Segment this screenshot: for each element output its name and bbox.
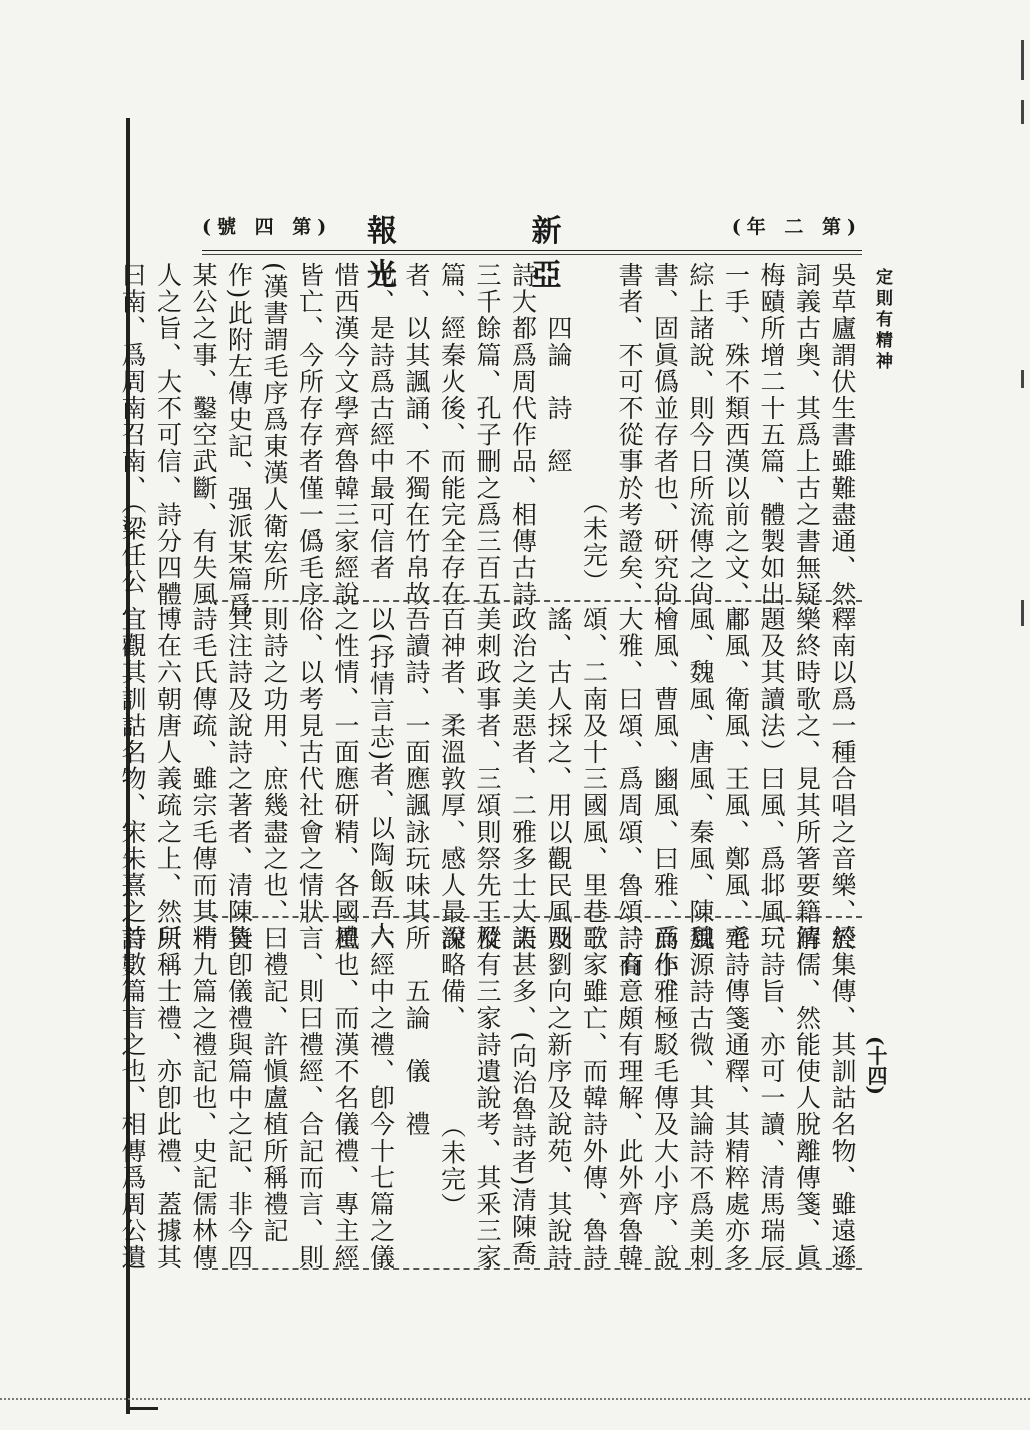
page-edge-marks	[1016, 40, 1024, 1340]
text-column: 樅有三家詩遺說考、其釆三家	[473, 925, 502, 1271]
text-column: 首數篇言之也、相傳爲周公遺	[118, 925, 147, 1271]
text-column: 頌、二南及十三國風、里巷歌	[579, 606, 609, 952]
text-column: 以(抒情言志)者、以陶飯吾人	[366, 606, 396, 948]
text-column: 謠、古人採之、用以觀民風及	[544, 606, 573, 952]
text-column: 篇、經秦火後、而能完全存在	[437, 262, 467, 608]
tier-separator	[202, 1268, 862, 1270]
text-column: 毛詩傳箋通釋、其精粹處亦多	[721, 925, 751, 1271]
text-column: 詩有意頗有理解、此外齊魯韓	[615, 925, 644, 1271]
text-column: 五論 儀 禮	[402, 925, 431, 1138]
text-column: 風、魏風、唐風、秦風、陳風	[686, 606, 715, 952]
text-column: 吳草廬謂伏生書雖難盡通、然	[828, 262, 857, 608]
text-column: 三家雖亡、而韓詩外傳、魯詩	[579, 925, 609, 1271]
text-column: 樂終時歌之、見其所箸要籍解	[792, 606, 822, 952]
text-column: 其注詩及說詩之著者、清陳奐	[224, 606, 254, 952]
text-column: 詩大都爲周代作品、相傳古詩	[508, 262, 538, 608]
text-column: 詞義古奥、其爲上古之書無疑	[792, 262, 822, 608]
text-column: 鄘風、衛風、王風、鄭風、齊	[721, 606, 751, 952]
text-column: 梅賾所增二十五篇、體製如出	[757, 262, 786, 608]
text-column: 書、固眞僞並存者也、研究尙	[650, 262, 680, 608]
text-column: 一手、殊不類西漢以前之文、	[721, 262, 751, 608]
volume-issue-label: (號 四 第)	[202, 216, 333, 238]
text-column: 美刺政事者、三頌則祭先王及	[473, 606, 502, 952]
text-column: 者、以其諷誦、不獨在竹帛故	[402, 262, 431, 608]
text-column: 清儒、然能使人脫離傳箋、眞	[792, 925, 822, 1271]
text-column: 大雅、曰頌、爲周頌、魯頌、商	[615, 606, 644, 979]
text-column: 政治之美惡者、二雅多士大夫	[508, 606, 538, 952]
text-column: 所稱士禮、亦卽此禮、蓋據其	[153, 925, 183, 1271]
page-number: (十四)	[864, 1036, 888, 1095]
text-column: 曰禮記、許愼盧植所稱禮記	[260, 925, 289, 1245]
text-column: 曰南、爲周南召南、（梁任公	[118, 262, 147, 596]
motto: 定則有精神	[872, 268, 892, 373]
text-column: 人之旨、大不可信、詩分四體	[153, 262, 183, 608]
text-column: 詩毛氏傳疏、雖宗毛傳而其精	[189, 606, 218, 952]
text-column: （未完）	[579, 262, 609, 596]
header-rule	[202, 250, 862, 251]
text-column: 也、是詩爲古經中最可信者	[366, 262, 396, 582]
text-column: 俗、以考見古代社會之情狀	[295, 606, 325, 926]
text-tier-top	[118, 262, 860, 620]
text-tier-middle	[118, 606, 860, 1005]
text-column: 而作、極駁毛傳及大小序、說	[650, 925, 680, 1271]
text-column: 博在六朝唐人義疏之上、然只	[153, 606, 183, 952]
text-column: 吾讀詩、一面應諷詠玩味其所	[402, 606, 431, 952]
newspaper-title: 報 新 光 亞	[367, 214, 624, 293]
text-column: 之性情、一面應研精、各國風	[331, 606, 360, 952]
text-column: 魏源詩古微、其論詩不爲美刺	[686, 925, 715, 1271]
text-column: 題及其讀法）曰風、爲邶風、	[757, 606, 786, 952]
text-column: 玩詩旨、亦可一讀、清馬瑞辰	[757, 925, 786, 1271]
text-column: 書者、不可不從事於考證矣、	[615, 262, 644, 608]
text-column: 作)此附左傳史記、强派某篇爲	[224, 262, 254, 620]
binding-line-foot	[126, 1407, 158, 1410]
text-column: 十九篇之禮記也、史記儒林傳	[189, 925, 218, 1271]
text-column: 檜風、曹風、豳風、曰雅、爲小雅	[650, 606, 680, 1005]
text-column: 六經中之禮、卽今十七篇之儀	[366, 925, 396, 1271]
text-column: 釋南以爲一種合唱之音樂、於	[828, 606, 857, 952]
text-column: 語甚多、(向治魯詩者)清陳喬	[508, 925, 538, 1267]
text-column: 經集傳、其訓詁名物、雖遠遜	[828, 925, 857, 1271]
text-column: 百神者、柔溫敦厚、感人最深	[437, 606, 467, 952]
text-column: 言、則曰禮經、合記而言、則	[295, 925, 325, 1271]
text-column: 則詩之功用、庶幾盡之也、	[260, 606, 289, 926]
text-column: 則劉向之新序及說苑、其說詩	[544, 925, 573, 1271]
text-column: 禮也、而漢不名儀禮、專主經	[331, 925, 360, 1271]
text-column: 某公之事、鑿空武斷、有失風	[189, 262, 218, 608]
tier-separator	[202, 600, 862, 602]
text-column: 說略備、 （未完）	[437, 925, 467, 1220]
text-tier-bottom	[118, 925, 860, 1271]
text-column: (漢書謂毛序爲東漢人衛宏所	[260, 262, 289, 593]
text-column: 宜觀其訓詁名物、宋朱熹之詩	[118, 606, 147, 952]
text-column: 四論 詩 經	[544, 262, 573, 475]
text-column: 皆亡、今所存存者僅一僞毛序	[295, 262, 325, 608]
text-column: 皆卽儀禮與篇中之記、非今四	[224, 925, 254, 1271]
text-column: 惜西漢今文學齊魯韓三家經說	[331, 262, 360, 608]
newspaper-header	[202, 212, 862, 293]
text-column: 綜上諸說、則今日所流傳之尙	[686, 262, 715, 608]
tier-separator	[202, 916, 862, 918]
text-column: 三千餘篇、孔子刪之爲三百五	[473, 262, 502, 608]
header-rule-secondary	[202, 254, 862, 255]
volume-year-label: (年 二 第)	[731, 216, 862, 238]
page-bottom-dotted-edge	[0, 1398, 1030, 1400]
